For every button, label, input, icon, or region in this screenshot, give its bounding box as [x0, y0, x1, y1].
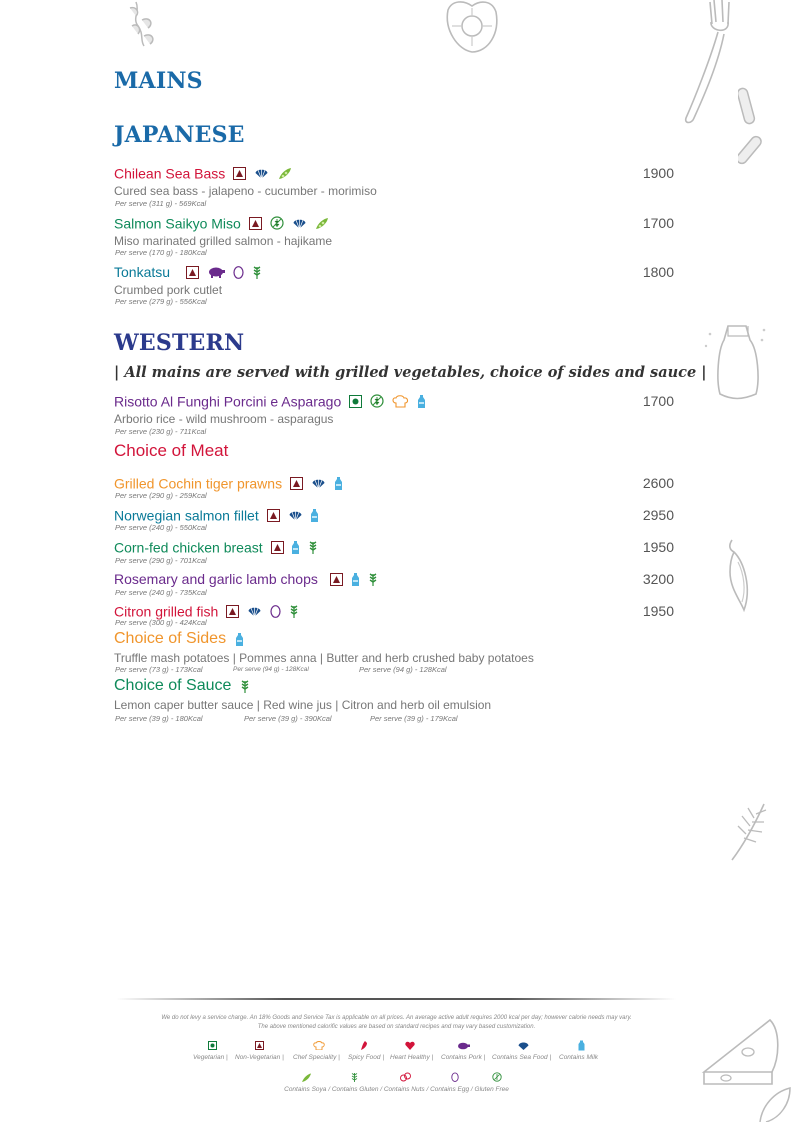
- footer-tax-note: We do not levy a service charge. An 18% Goods and Service Tax is applicable on all prices. An average active adult requires 2000 kcal per day; however calorie needs may vary.: [161, 1015, 632, 1021]
- dish-salmon-saikyo-miso: [114, 214, 329, 231]
- legend-vegetarian-label: Vegetarian |: [193, 1054, 228, 1061]
- dish-description: Crumbed pork cutlet: [114, 283, 223, 297]
- dish-kcal: Per serve (290 g) - 701Kcal: [115, 556, 207, 565]
- gluten-free-icon: [270, 216, 284, 230]
- soya-icon: [277, 167, 292, 180]
- legend-row-2-labels: Contains Soya / Contains Gluten / Contains Nuts / Contains Egg / Gluten Free: [284, 1086, 509, 1093]
- legend-non-veg-icon: [255, 1041, 264, 1050]
- dish-cochin-prawns: [114, 474, 343, 491]
- egg-icon: [233, 265, 244, 279]
- sauce-kcal-2: Per serve (39 g) - 390Kcal: [244, 714, 332, 723]
- gluten-icon: [308, 540, 318, 554]
- legend-seafood-label: Contains Sea Food |: [492, 1054, 552, 1061]
- price-chilean-sea-bass: 1900: [642, 165, 674, 181]
- dish-kcal: Per serve (300 g) - 424Kcal: [115, 618, 207, 627]
- price-chicken-breast: 1950: [642, 539, 674, 555]
- gluten-icon: [252, 265, 262, 279]
- dish-kcal: Per serve (279 g) - 556Kcal: [115, 297, 207, 306]
- dish-kcal: Per serve (230 g) - 711Kcal: [115, 427, 207, 436]
- seafood-icon: [288, 509, 303, 522]
- veg-icon: [349, 395, 362, 408]
- gluten-icon: [240, 679, 250, 693]
- footer-divider: [116, 998, 676, 1000]
- egg-icon: [270, 604, 281, 618]
- chili-sketch-icon: [722, 538, 762, 614]
- gluten-icon: [368, 572, 378, 586]
- dish-name: Rosemary and garlic lamb chops: [114, 571, 318, 588]
- sides-items: Truffle mash potatoes | Pommes anna | Butter and herb crushed baby potatoes: [114, 651, 534, 665]
- dish-description: Arborio rice - wild mushroom - asparagus: [114, 412, 334, 426]
- legend-milk-label: Contains Milk: [559, 1054, 599, 1061]
- price-salmon-fillet: 2950: [642, 507, 674, 523]
- choice-of-meat-title: Choice of Meat: [114, 441, 229, 460]
- price-salmon-saikyo-miso: 1700: [642, 215, 674, 231]
- milk-icon: [417, 394, 426, 409]
- dish-description: Cured sea bass - jalapeno - cucumber - morimiso: [114, 184, 377, 198]
- legend-spicy-icon: [360, 1041, 369, 1051]
- chef-special-icon: [392, 395, 409, 408]
- legend-pork-label: Contains Pork |: [441, 1054, 486, 1061]
- non-veg-icon: [233, 167, 246, 180]
- dish-kcal: Per serve (170 g) - 180Kcal: [115, 248, 207, 257]
- non-veg-icon: [186, 266, 199, 279]
- non-veg-icon: [267, 509, 280, 522]
- footer-calorie-note: The above mentioned calorific values are based on standard recipes and may vary based customization.: [257, 1024, 536, 1030]
- non-veg-icon: [330, 573, 343, 586]
- price-cochin-prawns: 2600: [642, 475, 674, 491]
- sides-kcal-3: Per serve (94 g) - 128Kcal: [359, 665, 447, 674]
- legend-gluten-free-icon: [492, 1072, 502, 1082]
- sauce-title: Choice of Sauce: [114, 677, 232, 694]
- dish-name: Salmon Saikyo Miso: [114, 215, 241, 232]
- legend-milk-icon: [578, 1040, 585, 1051]
- seafood-icon: [247, 605, 262, 618]
- dish-kcal: Per serve (240 g) - 735Kcal: [115, 588, 207, 597]
- seafood-icon: [292, 217, 307, 230]
- fork-sketch-icon: [680, 0, 736, 126]
- seafood-icon: [254, 167, 269, 180]
- legend-seafood-icon: [518, 1041, 529, 1050]
- dish-name: Tonkatsu: [114, 264, 171, 281]
- sauce-kcal-1: Per serve (39 g) - 180Kcal: [115, 714, 203, 723]
- legend-heart-healthy-label: Heart Healthy |: [390, 1054, 434, 1061]
- legend-egg-icon: [451, 1072, 459, 1082]
- milk-icon: [310, 508, 319, 523]
- section-title-mains: MAINS: [114, 68, 203, 94]
- dish-lamb-chops: [114, 570, 378, 587]
- price-risotto: 1700: [642, 393, 674, 409]
- pepper-slice-sketch-icon: [440, 0, 504, 54]
- non-veg-icon: [226, 605, 239, 618]
- dish-salmon-fillet: [114, 506, 319, 523]
- legend-veg-icon: [208, 1041, 217, 1050]
- sides-kcal-1: Per serve (73 g) - 173Kcal: [115, 665, 203, 674]
- dish-name: Grilled Cochin tiger prawns: [114, 475, 283, 492]
- non-veg-icon: [249, 217, 262, 230]
- price-lamb-chops: 3200: [642, 571, 674, 587]
- sides-kcal-2: Per serve (94 g) - 128Kcal: [233, 666, 309, 673]
- rosemary-sketch-icon: [726, 800, 772, 864]
- legend-heart-icon: [405, 1041, 415, 1050]
- milk-icon: [334, 476, 343, 491]
- legend-chef-special-icon: [313, 1041, 325, 1050]
- capsule-sketch-icon: [738, 86, 766, 166]
- dish-tonkatsu: [114, 263, 262, 280]
- dish-name: Citron grilled fish: [114, 603, 219, 620]
- dish-name: Risotto Al Funghi Porcini e Asparago: [114, 393, 342, 410]
- legend-nuts-icon: [400, 1072, 411, 1082]
- milk-icon: [351, 572, 360, 587]
- sides-title: Choice of Sides: [114, 630, 227, 647]
- price-tonkatsu: 1800: [642, 264, 674, 280]
- dish-description: Miso marinated grilled salmon - hajikame: [114, 234, 333, 248]
- herb-sketch-icon: [122, 0, 166, 48]
- dish-kcal: Per serve (240 g) - 550Kcal: [115, 523, 207, 532]
- non-veg-icon: [271, 541, 284, 554]
- dish-citron-fish: [114, 602, 299, 619]
- section-title-western: WESTERN: [114, 330, 245, 356]
- gluten-free-icon: [370, 394, 384, 408]
- non-veg-icon: [290, 477, 303, 490]
- legend-spicy-label: Spicy Food |: [348, 1054, 385, 1061]
- dish-chilean-sea-bass: [114, 164, 292, 181]
- soya-icon: [314, 217, 329, 230]
- legend-chef-speciality-label: Chef Speciality |: [293, 1054, 340, 1061]
- choice-of-sides-title: [114, 630, 244, 648]
- milk-icon: [291, 540, 300, 555]
- milk-icon: [235, 632, 244, 647]
- dish-kcal: Per serve (311 g) - 569Kcal: [115, 199, 207, 208]
- sauce-items: Lemon caper butter sauce | Red wine jus | Citron and herb oil emulsion: [114, 698, 492, 712]
- legend-non-vegetarian-label: Non-Vegetarian |: [235, 1054, 284, 1061]
- legend-gluten-icon: [351, 1072, 358, 1082]
- seafood-icon: [311, 477, 326, 490]
- dish-name: Norwegian salmon fillet: [114, 507, 259, 524]
- dish-name: Chilean Sea Bass: [114, 165, 226, 182]
- choice-of-sauce-title: [114, 677, 250, 695]
- legend-soya-icon: [301, 1073, 312, 1082]
- section-title-japanese: JAPANESE: [114, 122, 245, 148]
- gluten-icon: [289, 604, 299, 618]
- dish-chicken-breast: [114, 538, 318, 555]
- dish-kcal: Per serve (290 g) - 259Kcal: [115, 491, 207, 500]
- dish-risotto: [114, 392, 426, 409]
- western-note: | All mains are served with grilled vegetables, choice of sides and sauce |: [114, 364, 707, 381]
- sauce-kcal-3: Per serve (39 g) - 179Kcal: [370, 714, 458, 723]
- legend-pork-icon: [457, 1042, 470, 1050]
- dish-name: Corn-fed chicken breast: [114, 539, 263, 556]
- price-citron-fish: 1950: [642, 603, 674, 619]
- salt-shaker-sketch-icon: [702, 320, 772, 400]
- pork-icon: [207, 266, 225, 278]
